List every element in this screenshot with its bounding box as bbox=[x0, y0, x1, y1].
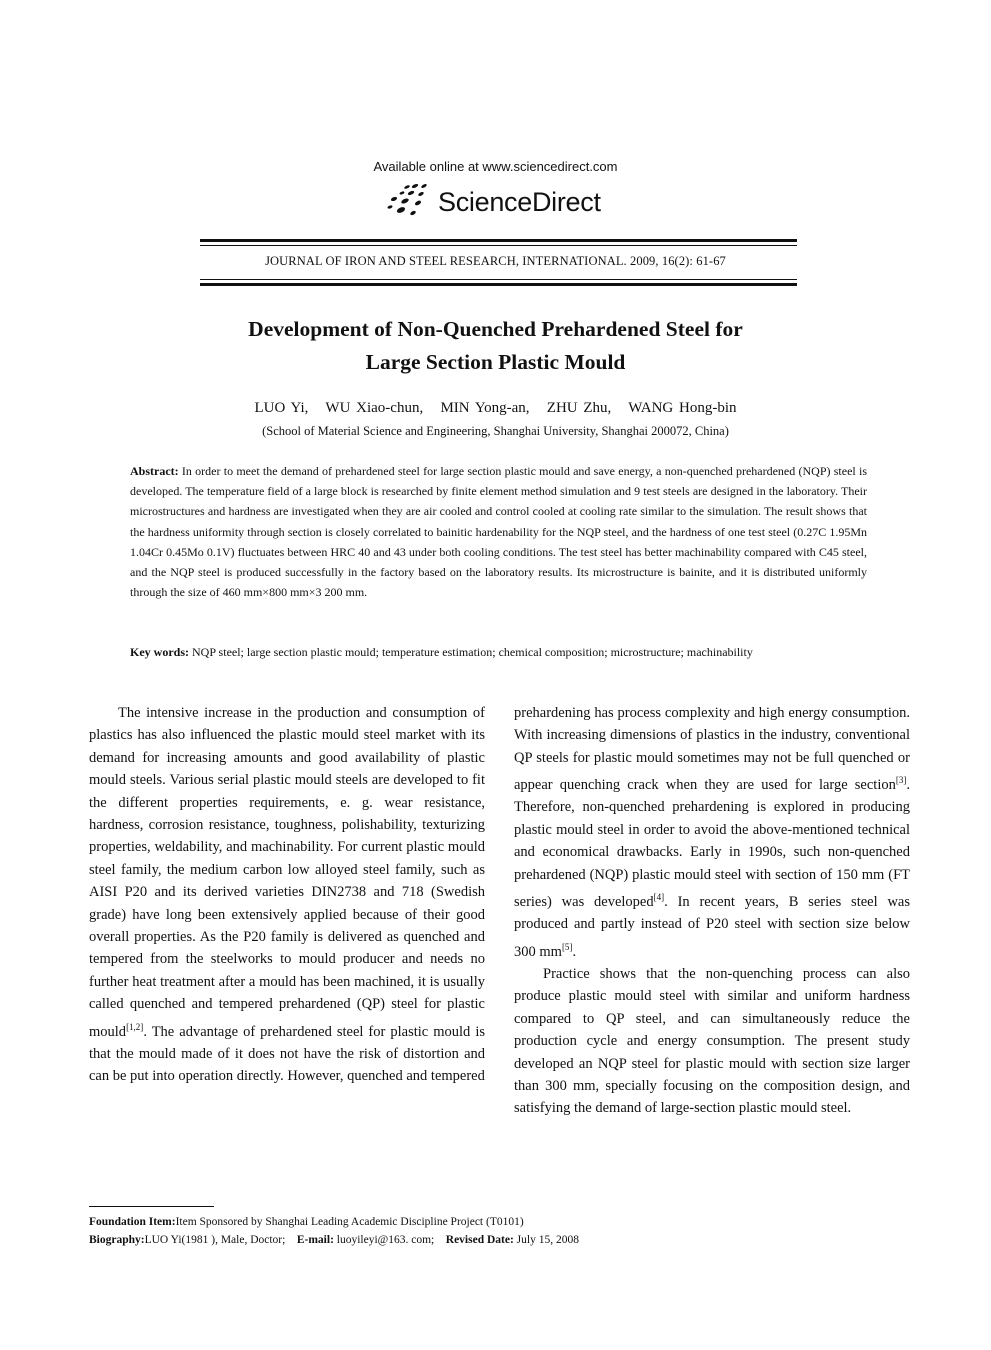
body-column-right bbox=[514, 702, 910, 1120]
abstract-text: In order to meet the demand of prehardened steel for large section plastic mould and save energy, a non-quenched prehardened (NQP) steel is developed. The temperature field of a large block is researched by finite element method simulation and 9 test steels are designed in the laboratory. Their microstructures and hardness are investigated when they are air cooled and control cooled at cooling rate similar to the simulation. The result shows that the hardness uniformity through section is closely correlated to bainitic hardenability for the NQP steel, and the hardness of one test steel (0.27C 1.95Mn 1.04Cr 0.45Mo 0.1V) fluctuates between HRC 40 and 43 under both cooling conditions. The test steel has better machinability compared with C45 steel, and the NQP steel is produced successfully in the factory based on the laboratory results. Its microstructure is bainite, and it is distributed uniformly through the size of 460 mm×800 mm×3 200 mm. bbox=[130, 464, 868, 600]
footnote-biography bbox=[89, 1231, 909, 1249]
author-list: LUO Yi, WU Xiao-chun, MIN Yong-an, ZHU Zhu, WANG Hong-bin bbox=[254, 400, 737, 416]
paragraph-text: . The advantage of prehardened steel for plastic mould is that the mould made of it does not have the risk of distortion and can be put into operation directly. However, quenched and tempered bbox=[89, 1023, 485, 1085]
title-line-1: Development of Non-Quenched Prehardened Steel for bbox=[248, 317, 743, 341]
abstract bbox=[130, 461, 867, 602]
revised-date-label: Revised Date: bbox=[445, 1234, 514, 1246]
paragraph-text: . In recent years, B series steel was produced and partly instead of P20 steel with section size below 300 mm bbox=[514, 893, 910, 960]
paragraph-text: The intensive increase in the production and consumption of plastics has also influenced the plastic mould steel market with its demand for increasing amounts and good availability of plastic mould steels. Various serial plastic mould steels are developed to fit the different properties requirements, e. g. wear resistance, hardness, corrosion resistance, toughness, polishability, texturizing properties, weldability, and machinability. For current plastic mould steel family, the medium carbon low alloyed steel family, such as AISI P20 and its derived varieties DIN2738 and 718 (Swedish grade) have long been extensively applied because of their good overall properties. As the P20 family is delivered as quenched and tempered from the steelworks to mould producer and needs no further heat treatment after a mould has been machined, it is usually called quenched and tempered prehardened (QP) steel for plastic mould bbox=[89, 705, 485, 1040]
available-online-text: Available online at www.sciencedirect.com bbox=[373, 159, 618, 174]
email-text: luoyileyi@163. com; bbox=[336, 1234, 435, 1246]
header-rule-bottom-thick bbox=[200, 283, 797, 286]
footnote-rule bbox=[89, 1206, 214, 1207]
keywords-label: Key words: bbox=[130, 645, 189, 659]
paragraph-text: prehardening has process complexity and high energy consumption. With increasing dimensions of plastics in the industry, conventional QP steels for plastic mould sometimes may not be full quenched or appear quenching crack when they are used for large section bbox=[514, 705, 910, 794]
journal-citation: JOURNAL OF IRON AND STEEL RESEARCH, INTERNATIONAL. 2009, 16(2): 61-67 bbox=[265, 254, 726, 268]
paragraph-introduction-2 bbox=[514, 963, 910, 1120]
header-rule-bottom-thin bbox=[200, 279, 797, 280]
keywords-text: NQP steel; large section plastic mould; temperature estimation; chemical composition; microstructure; machinability bbox=[192, 645, 753, 659]
biography-label: Biography: bbox=[89, 1234, 145, 1246]
paragraph-text: . Therefore, non-quenched prehardening is explored in producing plastic mould steel in order to avoid the above-mentioned technical and economical drawbacks. Early in 1990s, such non-quenched prehardened (NQP) plastic mould steel with section of 150 mm (FT series) was developed bbox=[514, 777, 910, 910]
paragraph-text: Practice shows that the non-quenching process can also produce plastic mould steel with similar and uniform hardness compared to QP steel, and can simultaneously reduce the production cycle and energy consumption. The present study developed an NQP steel for plastic mould with section size larger than 300 mm, specially focusing on the composition design, and satisfying the demand of large-section plastic mould steel. bbox=[514, 965, 910, 1117]
sciencedirect-brand-name: ScienceDirect bbox=[438, 186, 601, 217]
body-column-left bbox=[89, 702, 485, 1088]
foundation-text: Item Sponsored by Shanghai Leading Academic Discipline Project (T0101) bbox=[175, 1216, 524, 1228]
biography-text: LUO Yi(1981 ), Male, Doctor; bbox=[144, 1234, 286, 1246]
citation-ref-4: [4] bbox=[653, 892, 665, 903]
header-rule-top-thin bbox=[200, 245, 797, 246]
paragraph-introduction-1-continued bbox=[514, 702, 910, 963]
footnote-foundation bbox=[89, 1213, 909, 1231]
citation-ref-1-2: [1,2] bbox=[126, 1021, 144, 1032]
email-label: E-mail: bbox=[296, 1234, 334, 1246]
revised-date-text: July 15, 2008 bbox=[516, 1234, 579, 1246]
header-rule-top-thick bbox=[200, 239, 797, 242]
foundation-label: Foundation Item: bbox=[89, 1216, 176, 1228]
citation-ref-5: [5] bbox=[561, 941, 573, 952]
article-title bbox=[0, 313, 991, 379]
sciencedirect-logo bbox=[380, 180, 601, 224]
paragraph-text: . bbox=[572, 943, 577, 960]
affiliation: (School of Material Science and Engineering, Shanghai University, Shanghai 200072, China) bbox=[262, 424, 729, 438]
sciencedirect-dots-icon bbox=[380, 182, 436, 222]
citation-ref-3: [3] bbox=[895, 775, 907, 786]
title-line-2: Large Section Plastic Mould bbox=[365, 350, 626, 374]
abstract-label: Abstract: bbox=[130, 464, 179, 478]
paragraph-introduction-1 bbox=[89, 702, 485, 1088]
keywords bbox=[130, 642, 867, 662]
